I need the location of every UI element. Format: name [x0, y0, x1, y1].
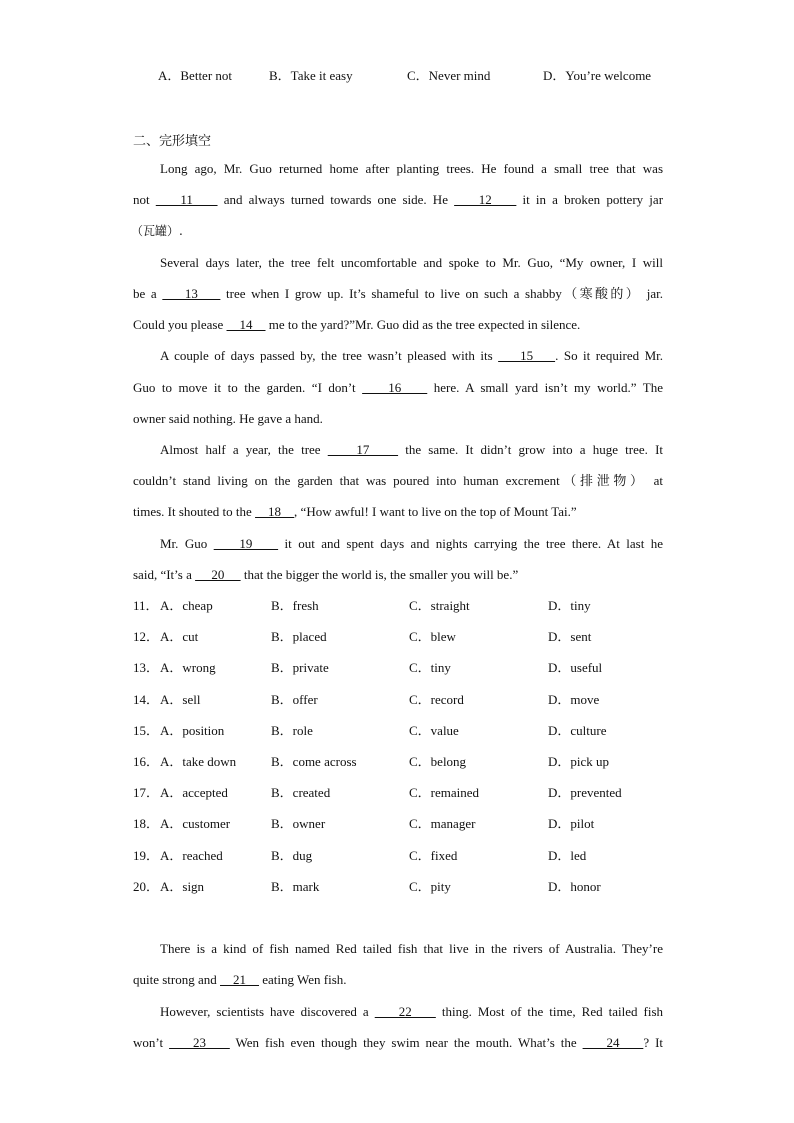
- blank-12: 12: [454, 192, 517, 207]
- blank-16: 16: [362, 380, 428, 395]
- question-number: 19．: [133, 847, 160, 863]
- choice-d: D．honor: [548, 878, 601, 894]
- question-number: 14．: [133, 691, 160, 707]
- option-d: D．You’re welcome: [543, 68, 652, 83]
- passage1-line: A couple of days passed by, the tree wasn’t pleased with its 15 . So it required Mr.: [160, 348, 664, 363]
- blank-20: 20: [195, 567, 241, 582]
- choice-c: C．fixed: [409, 847, 458, 863]
- choice-d: D．pick up: [548, 754, 610, 769]
- blank-19: 19: [213, 536, 279, 551]
- blank-24: 24: [582, 1035, 644, 1050]
- question-number: 16．: [133, 754, 160, 769]
- choice-d: D．tiny: [548, 598, 591, 613]
- passage1-line: （瓦罐）.: [131, 224, 183, 238]
- choice-a: A．take down: [160, 754, 237, 769]
- passage1-line: not 11 and always turned towards one side. He 12 it in a broken pottery jar: [133, 192, 664, 207]
- choice-d: D．pilot: [548, 816, 595, 832]
- choice-c: C．straight: [409, 598, 470, 613]
- choice-b: B．private: [271, 660, 329, 676]
- option-b: B．Take it easy: [269, 68, 353, 83]
- question-number: 20．: [133, 878, 160, 894]
- passage2-line: won’t 23 Wen fish even though they swim near the mouth. What’s the 24 ? It: [133, 1035, 664, 1050]
- blank-22: 22: [374, 1004, 436, 1019]
- choice-d: D．prevented: [548, 785, 622, 801]
- choice-a: A．reached: [160, 847, 223, 863]
- section-heading: 二、完形填空: [133, 134, 212, 149]
- passage1-line: Several days later, the tree felt uncomfortable and spoke to Mr. Guo, “My owner, I will: [160, 255, 663, 270]
- passage1-line: said, “It’s a 20 that the bigger the world is, the smaller you will be.”: [133, 567, 519, 582]
- blank-15: 15: [498, 348, 556, 363]
- choice-c: C．record: [409, 691, 464, 707]
- blank-21: 21: [220, 972, 260, 987]
- passage1-line: Long ago, Mr. Guo returned home after planting trees. He found a small tree that was: [160, 161, 663, 176]
- choice-a: A．cut: [160, 629, 199, 645]
- previous-question-options: [0, 68, 794, 84]
- option-a: A．Better not: [158, 68, 233, 83]
- choice-b: B．fresh: [271, 598, 319, 613]
- passage1-line: owner said nothing. He gave a hand.: [133, 411, 323, 426]
- question-row: [0, 879, 794, 895]
- option-c: C．Never mind: [407, 68, 491, 83]
- choice-d: D．useful: [548, 660, 603, 676]
- blank-23: 23: [169, 1035, 230, 1050]
- choice-b: B．come across: [271, 754, 357, 769]
- choice-a: A．accepted: [160, 785, 228, 801]
- passage1-line: Could you please 14 me to the yard?”Mr. Guo did as the tree expected in silence.: [133, 317, 581, 332]
- choice-c: C．belong: [409, 754, 467, 769]
- question-row: [0, 598, 794, 614]
- choice-b: B．placed: [271, 629, 327, 645]
- passage1-line: Guo to move it to the garden. “I don’t 16 here. A small yard isn’t my world.” The: [133, 380, 664, 395]
- choice-c: C．manager: [409, 816, 476, 832]
- choice-a: A．position: [160, 722, 225, 738]
- passage2-line: quite strong and 21 eating Wen fish.: [133, 972, 347, 987]
- question-number: 15．: [133, 722, 160, 738]
- choice-d: D．move: [548, 691, 600, 707]
- choice-d: D．sent: [548, 629, 592, 645]
- passage1-line: Mr. Guo 19 it out and spent days and nights carrying the tree there. At last he: [160, 536, 664, 551]
- question-row: [0, 785, 794, 801]
- choice-a: A．customer: [160, 816, 231, 832]
- question-row: [0, 660, 794, 676]
- question-row: [0, 848, 794, 864]
- blank-17: 17: [327, 442, 399, 457]
- question-number: 17．: [133, 785, 160, 801]
- passage1-line: Almost half a year, the tree 17 the same. It didn’t grow into a huge tree. It: [160, 442, 664, 457]
- choice-a: A．sell: [160, 691, 201, 707]
- choice-c: C．value: [409, 722, 459, 738]
- choice-c: C．tiny: [409, 660, 451, 676]
- choice-d: D．led: [548, 847, 587, 863]
- blank-11: 11: [155, 192, 218, 207]
- choice-b: B．dug: [271, 847, 313, 863]
- choice-b: B．mark: [271, 878, 320, 894]
- passage1-line: times. It shouted to the 18 , “How awful! I want to live on the top of Mount Tai.”: [133, 504, 577, 519]
- passage2-line: However, scientists have discovered a 22 thing. Most of the time, Red tailed fish: [160, 1004, 664, 1019]
- choice-a: A．sign: [160, 878, 205, 894]
- question-number: 11．: [133, 598, 159, 613]
- passage1-line: be a 13 tree when I grow up. It’s shameful to live on such a shabby（寒酸的） jar.: [133, 286, 664, 301]
- choice-b: B．created: [271, 785, 331, 801]
- choice-a: A．wrong: [160, 660, 216, 676]
- question-row: [0, 692, 794, 708]
- choice-c: C．pity: [409, 878, 451, 894]
- question-row: [0, 754, 794, 770]
- question-row: [0, 816, 794, 832]
- choice-c: C．remained: [409, 785, 480, 801]
- blank-13: 13: [162, 286, 221, 301]
- question-number: 12．: [133, 629, 160, 645]
- question-number: 18．: [133, 816, 160, 832]
- passage1-line: couldn’t stand living on the garden that was poured into human excrement（排泄物） at: [133, 473, 663, 488]
- question-row: [0, 723, 794, 739]
- question-row: [0, 629, 794, 645]
- question-number: 13．: [133, 660, 160, 676]
- choice-d: D．culture: [548, 722, 607, 738]
- choice-c: C．blew: [409, 629, 456, 645]
- choice-a: A．cheap: [160, 598, 213, 613]
- choice-b: B．role: [271, 722, 313, 738]
- choice-b: B．offer: [271, 691, 318, 707]
- blank-14: 14: [226, 317, 266, 332]
- passage2-line: There is a kind of fish named Red tailed fish that live in the rivers of Australia. They’re: [160, 941, 663, 956]
- blank-18: 18: [255, 504, 295, 519]
- choice-b: B．owner: [271, 816, 326, 832]
